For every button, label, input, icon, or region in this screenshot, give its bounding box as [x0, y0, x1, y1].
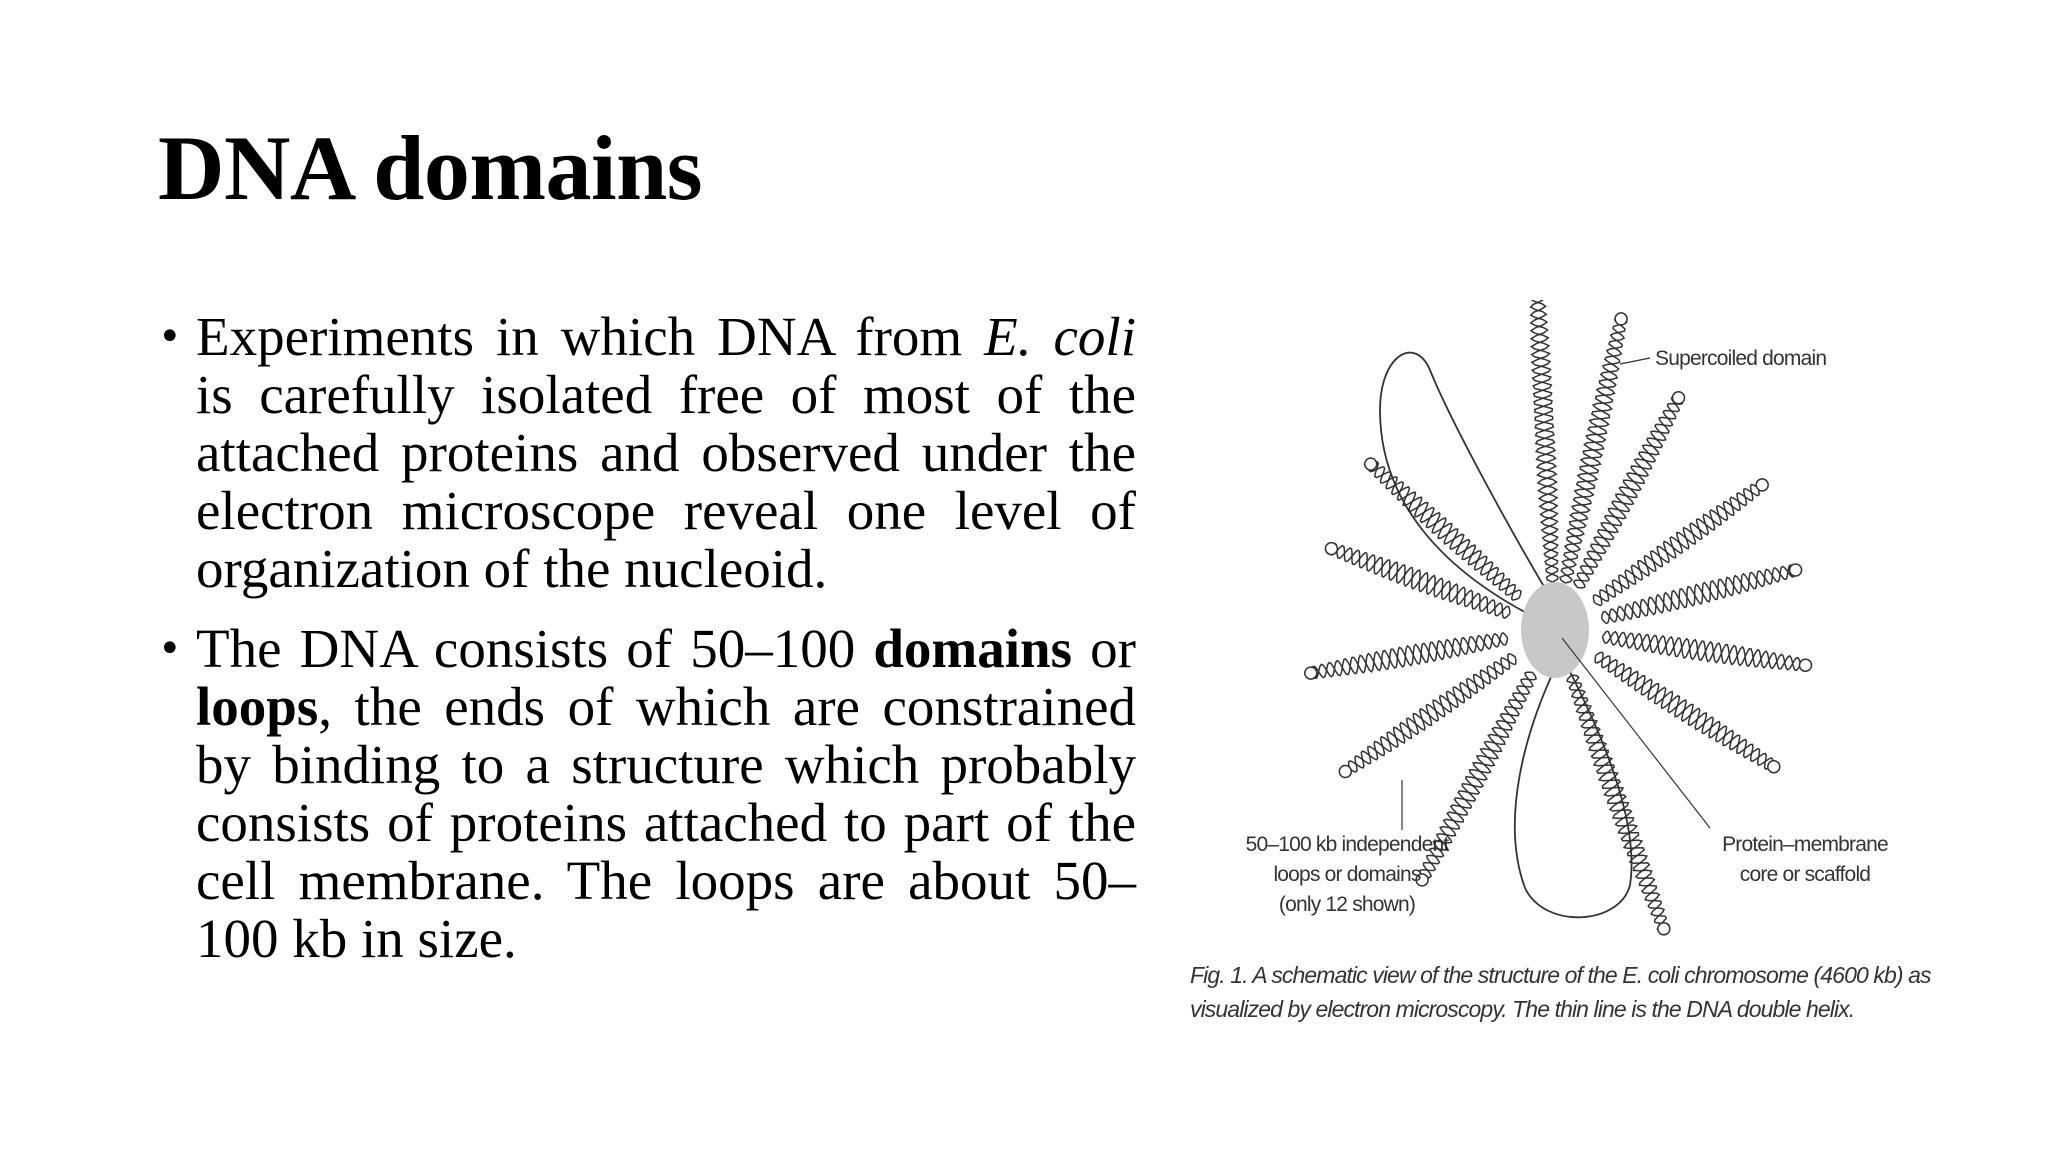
- loop-end-cap: [1768, 761, 1780, 773]
- relaxed-loop-upper: [1380, 353, 1552, 620]
- supercoiled-loop-strand: [1311, 633, 1508, 678]
- supercoiled-loop-strand: [1311, 634, 1508, 679]
- bullet-icon: •: [158, 626, 182, 672]
- loop-end-cap: [1756, 479, 1768, 491]
- label-independent-loops: 50–100 kb independent loops or domains (only 12 shown): [1245, 833, 1449, 916]
- supercoiled-loop-strand: [1569, 675, 1666, 930]
- label-protein-membrane-core: Protein–membrane core or scaffold: [1722, 833, 1888, 886]
- bullet-text-bold: domains: [873, 618, 1073, 679]
- loop-end-cap: [1658, 923, 1670, 935]
- supercoiled-loop-strand: [1560, 320, 1627, 583]
- bullet-text-bold: loops: [196, 676, 319, 737]
- slide-title: DNA domains: [158, 117, 703, 219]
- loop-end-cap: [1325, 543, 1337, 555]
- loop-end-cap: [1305, 667, 1317, 679]
- loop-end-cap: [1790, 564, 1802, 576]
- label-supercoiled-domain: Supercoiled domain: [1655, 347, 1827, 370]
- loop-end-cap: [1615, 313, 1627, 325]
- bullet-item: [158, 308, 1136, 598]
- loop-end-cap: [1800, 659, 1812, 671]
- bullet-text-segment: , the ends of which are constrained by binding to a structure which probably consists of proteins attached to part of the cell membrane. The loops are about 50–100 kb in size.: [196, 676, 1136, 969]
- leader-line-supercoiled: [1620, 358, 1650, 364]
- loop-end-cap: [1673, 392, 1685, 404]
- bullet-text-segment: The DNA consists of 50–100: [196, 618, 874, 679]
- bullet-text-italic: E. coli: [984, 306, 1136, 367]
- relaxed-loop-lower: [1515, 662, 1632, 917]
- figure-caption: Fig. 1. A schematic view of the structure of the E. coli chromosome (4600 kb) as visualized by electron microscopy. The thin line is the DNA double helix.: [1190, 962, 1931, 1022]
- supercoiled-loop-strand: [1602, 566, 1796, 623]
- supercoiled-loop-strand: [1567, 675, 1669, 927]
- bullet-list: [158, 308, 1136, 990]
- protein-membrane-core: [1521, 582, 1589, 678]
- bullet-item: [158, 620, 1136, 968]
- bullet-icon: •: [158, 314, 182, 360]
- chromosome-figure: [1180, 300, 2010, 1040]
- loop-end-cap: [1365, 458, 1377, 470]
- bullet-text-segment: or: [1072, 618, 1136, 679]
- bullet-text-segment: Experiments in which DNA from: [196, 306, 985, 367]
- bullet-text-segment: is carefully isolated free of most of the attached proteins and observed under the electron microscope reveal one level of organization of the nucleoid.: [196, 364, 1136, 599]
- loop-end-cap: [1339, 766, 1351, 778]
